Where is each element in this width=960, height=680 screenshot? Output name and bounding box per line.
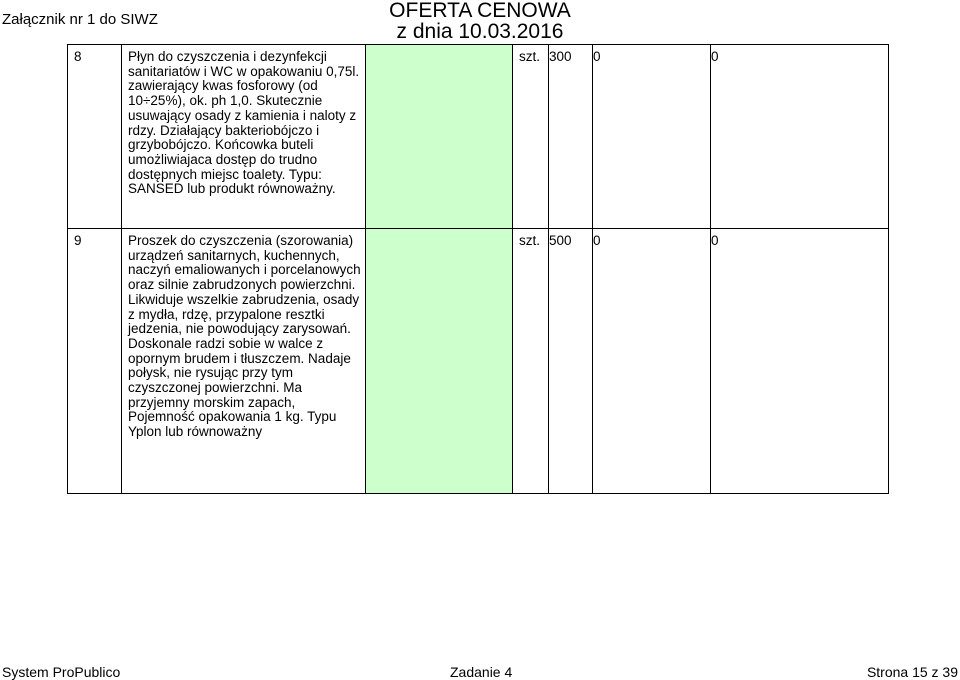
unit-cell: szt. xyxy=(513,229,549,494)
quantity-cell: 500 xyxy=(549,229,593,494)
value-cell: 0 xyxy=(593,45,711,229)
footer-task: Zadanie 4 xyxy=(450,664,513,680)
footer-system-name: System ProPublico xyxy=(2,664,121,680)
row-number: 9 xyxy=(68,229,122,494)
price-input-cell[interactable] xyxy=(366,45,513,229)
table-row xyxy=(68,45,889,229)
price-input-cell[interactable] xyxy=(366,229,513,494)
attachment-label: Załącznik nr 1 do SIWZ xyxy=(2,11,158,28)
row-number: 8 xyxy=(68,45,122,229)
document-date: z dnia 10.03.2016 xyxy=(396,20,564,43)
footer-page-number: Strona 15 z 39 xyxy=(866,664,958,680)
value-cell: 0 xyxy=(711,45,889,229)
item-description: Proszek do czyszczenia (szorowania) urządzeń sanitarnych, kuchennych, naczyń emaliowanych i porcelanowych oraz silnie zabrudzonych powierzchni. Likwiduje wszelkie zabrudzenia, osady z mydła, rdzę, przypalone resztki jedzenia, nie powodujący zarysowań. Doskonale radzi sobie w walce z opornym brudem i tłuszczem. Nadaje połysk, nie rysując przy tym czyszczonej powierzchni. Ma przyjemny morskim zapach, Pojemność opakowania 1 kg. Typu Yplon lub równoważny xyxy=(122,229,366,494)
item-description: Płyn do czyszczenia i dezynfekcji sanitariatów i WC w opakowaniu 0,75l. zawierający kwas fosforowy (od 10÷25%), ok. ph 1,0. Skutecznie usuwający osady z kamienia i naloty z rdzy. Działający bakteriobójczo i grzybobójczo. Końcowka buteli umożliwiajaca dostęp do trudno dostępnych miejsc toalety. Typu: SANSED lub produkt równoważny. xyxy=(122,45,366,229)
unit-cell: szt. xyxy=(513,45,549,229)
table-row xyxy=(68,229,889,494)
document-title: OFERTA CENOWA xyxy=(389,0,571,22)
price-offer-table xyxy=(67,44,889,494)
value-cell: 0 xyxy=(711,229,889,494)
value-cell: 0 xyxy=(593,229,711,494)
quantity-cell: 300 xyxy=(549,45,593,229)
